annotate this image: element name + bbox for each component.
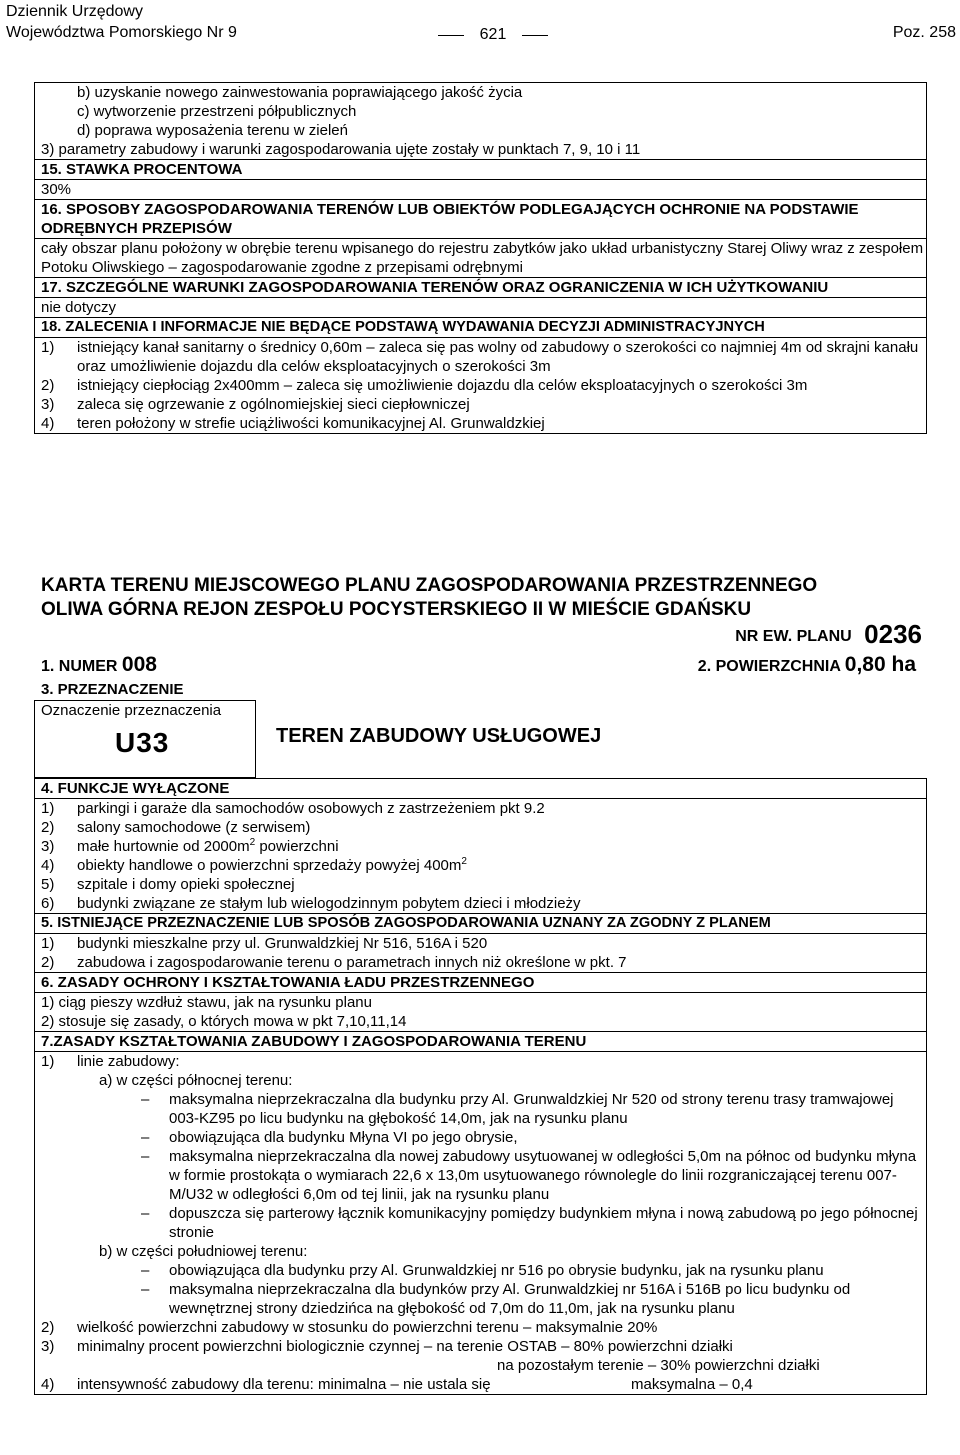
list-item: 6) budynki związane ze stałym lub wielogodzinnym pobytem dzieci i młodzieży <box>41 895 581 912</box>
journal-title: Dziennik Urzędowy <box>6 3 143 20</box>
oznaczenie-symbol: U33 <box>115 727 170 758</box>
subsection-b: b) w części południowej terenu: <box>99 1243 308 1260</box>
list-item: 2) stosuje się zasady, o których mowa w pkt 7,10,11,14 <box>41 1013 407 1030</box>
przeznaczenie-label: 3. PRZEZNACZENIE <box>41 681 184 698</box>
plan-number-value: 0236 <box>864 619 922 649</box>
journal-subtitle: Województwa Pomorskiego Nr 9 <box>6 24 237 41</box>
section-7-title: 7.ZASADY KSZTAŁTOWANIA ZABUDOWY I ZAGOSPODAROWANIA TERENU <box>35 1032 926 1052</box>
item-c: c) wytworzenie przestrzeni półpublicznych <box>77 103 357 120</box>
section-5-title: 5. ISTNIEJĄCE PRZEZNACZENIE LUB SPOSÓB ZAGOSPODAROWANIA UZNANY ZA ZGODNY Z PLANEM <box>35 914 926 934</box>
numer-value: 008 <box>121 653 157 676</box>
page-header <box>6 2 956 48</box>
oznaczenie-box <box>34 700 256 778</box>
item-b: b) uzyskanie nowego zainwestowania poprawiającego jakość życia <box>77 84 523 101</box>
item-d: d) poprawa wyposażenia terenu w zieleń <box>77 122 348 139</box>
karta-title-1: KARTA TERENU MIEJSCOWEGO PLANU ZAGOSPODAROWANIA PRZESTRZENNEGO <box>41 575 818 596</box>
list-item: 4) teren położony w strefie uciążliwości komunikacyjnej Al. Grunwaldzkiej <box>41 415 545 432</box>
section-7-body <box>35 1052 926 1394</box>
list-item: – maksymalna nieprzekraczalna dla nowej zabudowy usytuowanej w odległości 5,0m na północ od budynku młyna w formie prostokąta o wymiarach 22,6 x 13,0m usytuowanego równolegle do linii rozgraniczającej terenu 007-M/U32 w odległości 6,0m od tej linii, jak na rysunku planu <box>141 1148 917 1203</box>
section-4-list <box>35 799 926 914</box>
list-item: 2) zabudowa i zagospodarowanie terenu o parametrach innych niż określone w pkt. 7 <box>41 954 627 971</box>
section-15-title: 15. STAWKA PROCENTOWA <box>35 160 926 180</box>
powierzchnia <box>698 655 916 676</box>
list-item: 2) istniejący ciepłociąg 2x400mm – zaleca się umożliwienie dojazdu dla celów eksploatacyjnych o szerokości 3m <box>41 377 808 394</box>
top-items <box>35 83 926 160</box>
section-6-list <box>35 993 926 1032</box>
karta-title-2: OLIWA GÓRNA REJON ZESPOŁU POCYSTERSKIEGO II W MIEŚCIE GDAŃSKU <box>41 599 752 620</box>
section-5-list <box>35 934 926 973</box>
karta-table <box>34 778 927 1395</box>
list-item: 1) budynki mieszkalne przy ul. Grunwaldzkiej Nr 516, 516A i 520 <box>41 935 488 952</box>
list-item: 2) salony samochodowe (z serwisem) <box>41 819 311 836</box>
section-15-value: 30% <box>35 180 926 200</box>
list-item: 3) małe hurtownie od $2000m^2$ powierzchni <box>41 837 339 855</box>
powierzchnia-value: 0,80 ha <box>844 653 916 676</box>
teren-name: TEREN ZABUDOWY USŁUGOWEJ <box>276 725 602 747</box>
list-item: 1) linie zabudowy: <box>41 1053 180 1070</box>
list-item: – maksymalna nieprzekraczalna dla budynku przy Al. Grunwaldzkiej Nr 520 od strony terenu trasy tramwajowej 003-KZ95 po licu budynku na głębokość 14,0m, jak na rysunku planu <box>141 1091 894 1127</box>
position-number: Poz. 258 <box>892 24 956 41</box>
list-item: 4) intensywność zabudowy dla terenu: minimalna – nie ustala się maksymalna – 0,4 <box>41 1376 753 1393</box>
item-3: 3) parametry zabudowy i warunki zagospodarowania ujęte zostały w punktach 7, 9, 10 i 11 <box>41 141 641 158</box>
numer <box>41 655 157 676</box>
list-item: 1) ciąg pieszy wzdłuż stawu, jak na rysunku planu <box>41 994 372 1011</box>
section-4-title: 4. FUNKCJE WYŁĄCZONE <box>35 779 926 799</box>
list-item: 5) szpitale i domy opieki społecznej <box>41 876 295 893</box>
subsection-b-list <box>41 1261 926 1318</box>
list-item: – dopuszcza się parterowy łącznik komunikacyjny pomiędzy budynkiem młyna i nową zabudową po jego północnej stronie <box>141 1205 918 1241</box>
section-17-title: 17. SZCZEGÓLNE WARUNKI ZAGOSPODAROWANIA TERENÓW ORAZ OGRANICZENIA W ICH UŻYTKOWANIU <box>35 278 926 298</box>
page-number: 621 <box>438 25 548 44</box>
list-item: 3) minimalny procent powierzchni biologicznie czynnej – na terenie OSTAB – 80% powierzchni działki <box>41 1338 733 1355</box>
list-item-continuation: na pozostałym terenie – 30% powierzchni działki <box>497 1357 820 1374</box>
section-6-title: 6. ZASADY OCHRONY I KSZTAŁTOWANIA ŁADU PRZESTRZENNEGO <box>35 973 926 993</box>
top-table <box>34 82 927 434</box>
list-item: – obowiązująca dla budynku przy Al. Grunwaldzkiej nr 516 po obrysie budynku, jak na rysunku planu <box>141 1262 824 1279</box>
list-item: 4) obiekty handlowe o powierzchni sprzedaży powyżej $400m^2$ <box>41 856 467 874</box>
list-item: 3) zaleca się ogrzewanie z ogólnomiejskiej sieci ciepłowniczej <box>41 396 470 413</box>
list-item: – maksymalna nieprzekraczalna dla budynków przy Al. Grunwaldzkiej nr 516A i 516B po licu budynku od wewnętrznej strony dziedzińca na głębokość od 7,0m do 11,0m, jak na rysunku planu <box>141 1281 851 1317</box>
section-18-list <box>35 338 926 433</box>
list-item: 1) parkingi i garaże dla samochodów osobowych z zastrzeżeniem pkt 9.2 <box>41 800 545 817</box>
subsection-a: a) w części północnej terenu: <box>99 1072 293 1089</box>
subsection-a-list <box>41 1090 926 1242</box>
section-16-text: cały obszar planu położony w obrębie terenu wpisanego do rejestru zabytków jako układ urbanistyczny Starej Oliwy wraz z zespołem Potoku Oliwskiego – zagospodarowanie zgodne z przepisami odrębnymi <box>35 239 926 278</box>
plan-number-label: NR EW. PLANU <box>735 628 852 645</box>
oznaczenie-label: Oznaczenie przeznaczenia <box>41 702 222 719</box>
list-item: 1) istniejący kanał sanitarny o średnicy 0,60m – zaleca się pas wolny od zabudowy o szerokości co najmniej 4m od skrajni kanału oraz umożliwienie dojazdu dla celów eksploatacyjnych o szerokości 3m <box>41 339 919 375</box>
list-item: – obowiązująca dla budynku Młyna VI po jego obrysie, <box>141 1129 518 1146</box>
list-item: 2) wielkość powierzchni zabudowy w stosunku do powierzchni terenu – maksymalnie 20% <box>41 1319 658 1336</box>
section-18-title: 18. ZALECENIA I INFORMACJE NIE BĘDĄCE PODSTAWĄ WYDAWANIA DECYZJI ADMINISTRACYJNYCH <box>35 318 926 338</box>
section-17-value: nie dotyczy <box>35 298 926 318</box>
powierzchnia-label: 2. POWIERZCHNIA <box>697 658 841 675</box>
section-16-title: 16. SPOSOBY ZAGOSPODAROWANIA TERENÓW LUB OBIEKTÓW PODLEGAJĄCYCH OCHRONIE NA PODSTAWIE ODRĘBNYCH PRZEPISÓW <box>35 200 926 239</box>
plan-number <box>735 619 922 649</box>
numer-label: 1. NUMER <box>41 658 118 675</box>
